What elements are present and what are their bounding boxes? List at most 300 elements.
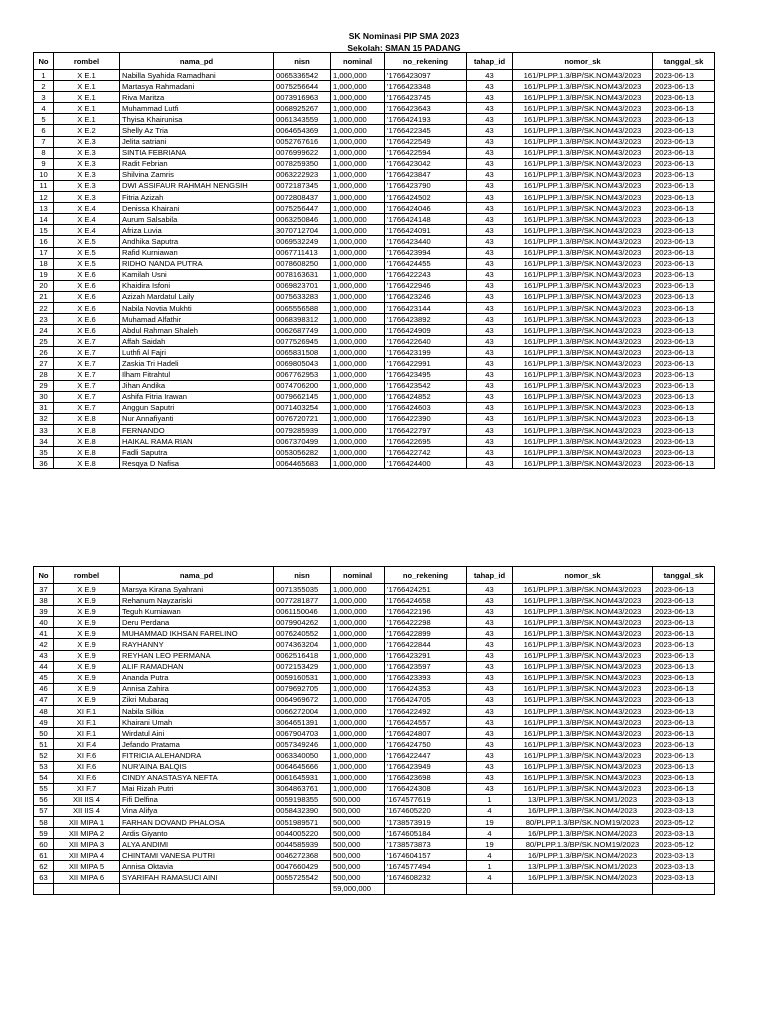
cell-nisn: 0061343559: [274, 114, 331, 125]
cell-no: 49: [34, 717, 54, 728]
cell-tahap-id: 43: [467, 783, 513, 794]
cell-nomor-sk: 161/PLPP.1.3/BP/SK.NOM43/2023: [513, 180, 653, 191]
nomination-table-page-1: [33, 52, 715, 469]
table-row: [34, 617, 715, 628]
cell-nominal: 1,000,000: [331, 595, 385, 606]
total-empty-cell: [513, 883, 653, 894]
cell-no: 56: [34, 794, 54, 805]
cell-no: 57: [34, 805, 54, 816]
table-row: [34, 192, 715, 203]
cell-nama-pd: Ananda Putra: [120, 672, 274, 683]
cell-rombel: X E.4: [54, 203, 120, 214]
cell-tahap-id: 19: [467, 839, 513, 850]
cell-nomor-sk: 161/PLPP.1.3/BP/SK.NOM43/2023: [513, 81, 653, 92]
cell-nomor-sk: 161/PLPP.1.3/BP/SK.NOM43/2023: [513, 436, 653, 447]
cell-tanggal-sk: 2023-06-13: [653, 380, 715, 391]
cell-no: 6: [34, 125, 54, 136]
cell-nisn: 0062687749: [274, 325, 331, 336]
cell-tanggal-sk: 2023-06-13: [653, 683, 715, 694]
cell-nomor-sk: 161/PLPP.1.3/BP/SK.NOM43/2023: [513, 136, 653, 147]
cell-nama-pd: Riva Maritza: [120, 92, 274, 103]
cell-nomor-sk: 161/PLPP.1.3/BP/SK.NOM43/2023: [513, 258, 653, 269]
cell-no: 17: [34, 247, 54, 258]
cell-no-rekening: '1766422742: [385, 447, 467, 458]
cell-no-rekening: '1766422797: [385, 425, 467, 436]
cell-no-rekening: '1674577494: [385, 861, 467, 872]
cell-tahap-id: 43: [467, 225, 513, 236]
cell-nama-pd: CHINTAMI VANESA PUTRI: [120, 850, 274, 861]
cell-no-rekening: '1766422492: [385, 706, 467, 717]
cell-nisn: 0068925267: [274, 103, 331, 114]
cell-nominal: 1,000,000: [331, 717, 385, 728]
cell-rombel: XI F.4: [54, 739, 120, 750]
cell-nisn: 0063340050: [274, 750, 331, 761]
cell-nama-pd: Annisa Zahira: [120, 683, 274, 694]
cell-nisn: 0078608250: [274, 258, 331, 269]
table-row: [34, 169, 715, 180]
cell-no-rekening: '1766423949: [385, 761, 467, 772]
cell-no-rekening: '1766422946: [385, 280, 467, 291]
cell-tahap-id: 43: [467, 584, 513, 595]
cell-nominal: 1,000,000: [331, 650, 385, 661]
cell-rombel: XII MIPA 3: [54, 839, 120, 850]
cell-no-rekening: '1766424251: [385, 584, 467, 595]
cell-no: 19: [34, 269, 54, 280]
cell-tanggal-sk: 2023-06-13: [653, 584, 715, 595]
cell-tanggal-sk: 2023-06-13: [653, 92, 715, 103]
cell-nomor-sk: 16/PLPP.1.3/BP/SK.NOM4/2023: [513, 805, 653, 816]
cell-tanggal-sk: 2023-06-13: [653, 247, 715, 258]
cell-no-rekening: '1766423847: [385, 169, 467, 180]
cell-rombel: X E.2: [54, 125, 120, 136]
cell-tahap-id: 4: [467, 805, 513, 816]
cell-nominal: 1,000,000: [331, 413, 385, 424]
cell-nama-pd: Muhammad Lutfi: [120, 103, 274, 114]
cell-nisn: 0075633283: [274, 291, 331, 302]
column-header-no: No: [34, 567, 54, 584]
cell-rombel: X E.8: [54, 458, 120, 469]
cell-tanggal-sk: 2023-03-13: [653, 872, 715, 883]
cell-no: 30: [34, 391, 54, 402]
cell-nisn: 0057349246: [274, 739, 331, 750]
cell-nominal: 1,000,000: [331, 214, 385, 225]
cell-rombel: X E.7: [54, 402, 120, 413]
cell-rombel: X E.9: [54, 617, 120, 628]
column-header-nisn: nisn: [274, 567, 331, 584]
table-header-row: [34, 567, 715, 584]
cell-tanggal-sk: 2023-06-13: [653, 314, 715, 325]
cell-rombel: X E.4: [54, 225, 120, 236]
cell-nomor-sk: 161/PLPP.1.3/BP/SK.NOM43/2023: [513, 584, 653, 595]
cell-no-rekening: '1766424909: [385, 325, 467, 336]
column-header-tahap-id: tahap_id: [467, 53, 513, 70]
cell-nomor-sk: 161/PLPP.1.3/BP/SK.NOM43/2023: [513, 92, 653, 103]
cell-tahap-id: 43: [467, 136, 513, 147]
cell-no: 55: [34, 783, 54, 794]
cell-nominal: 500,000: [331, 861, 385, 872]
cell-tanggal-sk: 2023-06-13: [653, 750, 715, 761]
cell-no: 59: [34, 828, 54, 839]
table-row: [34, 158, 715, 169]
column-header-nominal: nominal: [331, 567, 385, 584]
cell-nominal: 1,000,000: [331, 291, 385, 302]
cell-nominal: 1,000,000: [331, 761, 385, 772]
table-row: [34, 380, 715, 391]
cell-nama-pd: Khaidira Isfoni: [120, 280, 274, 291]
cell-tahap-id: 43: [467, 672, 513, 683]
cell-tanggal-sk: 2023-05-12: [653, 839, 715, 850]
cell-rombel: XI F.6: [54, 772, 120, 783]
cell-no: 13: [34, 203, 54, 214]
cell-nama-pd: Fitria Azizah: [120, 192, 274, 203]
table-row: [34, 402, 715, 413]
cell-tanggal-sk: 2023-06-13: [653, 628, 715, 639]
cell-nisn: 3064863761: [274, 783, 331, 794]
cell-no: 43: [34, 650, 54, 661]
cell-tanggal-sk: 2023-06-13: [653, 169, 715, 180]
cell-nisn: 0065556588: [274, 302, 331, 313]
cell-nama-pd: NUR'AINA BALQIS: [120, 761, 274, 772]
cell-no: 26: [34, 347, 54, 358]
cell-tahap-id: 43: [467, 358, 513, 369]
cell-nisn: 0077281877: [274, 595, 331, 606]
cell-rombel: X E.8: [54, 425, 120, 436]
cell-nisn: 0046272368: [274, 850, 331, 861]
cell-tahap-id: 43: [467, 247, 513, 258]
cell-nominal: 1,000,000: [331, 425, 385, 436]
cell-nisn: 0073916963: [274, 92, 331, 103]
table-row: [34, 214, 715, 225]
cell-rombel: X E.7: [54, 358, 120, 369]
cell-tahap-id: 43: [467, 617, 513, 628]
table-row: [34, 761, 715, 772]
cell-nomor-sk: 161/PLPP.1.3/BP/SK.NOM43/2023: [513, 325, 653, 336]
total-nominal: 59,000,000: [331, 883, 385, 894]
cell-tahap-id: 43: [467, 258, 513, 269]
cell-nisn: 0064645666: [274, 761, 331, 772]
cell-tanggal-sk: 2023-06-13: [653, 425, 715, 436]
cell-tahap-id: 43: [467, 158, 513, 169]
cell-nama-pd: CINDY ANASTASYA NEFTA: [120, 772, 274, 783]
cell-rombel: X E.1: [54, 92, 120, 103]
cell-no: 40: [34, 617, 54, 628]
cell-nominal: 1,000,000: [331, 92, 385, 103]
cell-nomor-sk: 161/PLPP.1.3/BP/SK.NOM43/2023: [513, 706, 653, 717]
cell-nominal: 1,000,000: [331, 269, 385, 280]
cell-nomor-sk: 161/PLPP.1.3/BP/SK.NOM43/2023: [513, 783, 653, 794]
cell-nama-pd: Denissa Khairani: [120, 203, 274, 214]
cell-nama-pd: SYARIFAH RAMASUCI AINI: [120, 872, 274, 883]
cell-tanggal-sk: 2023-06-13: [653, 458, 715, 469]
table-row: [34, 750, 715, 761]
table-row: [34, 302, 715, 313]
cell-rombel: X E.6: [54, 291, 120, 302]
cell-nominal: 1,000,000: [331, 639, 385, 650]
cell-nomor-sk: 161/PLPP.1.3/BP/SK.NOM43/2023: [513, 761, 653, 772]
cell-rombel: X E.5: [54, 236, 120, 247]
cell-no-rekening: '1766423495: [385, 369, 467, 380]
column-header-nama-pd: nama_pd: [120, 567, 274, 584]
cell-tanggal-sk: 2023-06-13: [653, 236, 715, 247]
table-row: [34, 347, 715, 358]
cell-tanggal-sk: 2023-06-13: [653, 103, 715, 114]
table-row: [34, 672, 715, 683]
table-row: [34, 180, 715, 191]
cell-no: 46: [34, 683, 54, 694]
cell-rombel: X E.6: [54, 325, 120, 336]
cell-nisn: 0065831508: [274, 347, 331, 358]
column-header-tanggal-sk: tanggal_sk: [653, 567, 715, 584]
cell-nomor-sk: 161/PLPP.1.3/BP/SK.NOM43/2023: [513, 413, 653, 424]
cell-nisn: 0079662145: [274, 391, 331, 402]
cell-nominal: 1,000,000: [331, 347, 385, 358]
cell-no-rekening: '1766422640: [385, 336, 467, 347]
cell-nominal: 1,000,000: [331, 302, 385, 313]
cell-nisn: 0044005220: [274, 828, 331, 839]
cell-tanggal-sk: 2023-06-13: [653, 192, 715, 203]
table-row: [34, 447, 715, 458]
table-row: [34, 628, 715, 639]
cell-tahap-id: 4: [467, 828, 513, 839]
cell-nominal: 500,000: [331, 794, 385, 805]
cell-nama-pd: Thyisa Khairunisa: [120, 114, 274, 125]
cell-rombel: X E.6: [54, 280, 120, 291]
cell-nama-pd: Nabila Novtia Mukhti: [120, 302, 274, 313]
cell-no-rekening: '1766423144: [385, 302, 467, 313]
cell-nomor-sk: 13/PLPP.1.3/BP/SK.NOM1/2023: [513, 794, 653, 805]
cell-tanggal-sk: 2023-06-13: [653, 391, 715, 402]
cell-rombel: X E.7: [54, 369, 120, 380]
cell-nomor-sk: 161/PLPP.1.3/BP/SK.NOM43/2023: [513, 158, 653, 169]
cell-rombel: X E.6: [54, 269, 120, 280]
cell-tanggal-sk: 2023-06-13: [653, 358, 715, 369]
cell-no-rekening: '1674605184: [385, 828, 467, 839]
cell-nisn: 0051989571: [274, 816, 331, 827]
total-empty-cell: [385, 883, 467, 894]
total-empty-cell: [120, 883, 274, 894]
cell-nisn: 0077526945: [274, 336, 331, 347]
cell-no-rekening: '1766423348: [385, 81, 467, 92]
cell-tanggal-sk: 2023-06-13: [653, 606, 715, 617]
table-row: [34, 606, 715, 617]
cell-nomor-sk: 161/PLPP.1.3/BP/SK.NOM43/2023: [513, 214, 653, 225]
cell-tanggal-sk: 2023-03-13: [653, 805, 715, 816]
cell-no: 7: [34, 136, 54, 147]
column-header-tanggal-sk: tanggal_sk: [653, 53, 715, 70]
cell-nomor-sk: 161/PLPP.1.3/BP/SK.NOM43/2023: [513, 347, 653, 358]
cell-nisn: 0079285939: [274, 425, 331, 436]
cell-nominal: 1,000,000: [331, 192, 385, 203]
cell-rombel: X E.9: [54, 639, 120, 650]
cell-nominal: 1,000,000: [331, 584, 385, 595]
cell-rombel: X E.5: [54, 247, 120, 258]
cell-tahap-id: 43: [467, 81, 513, 92]
cell-no-rekening: '1766422447: [385, 750, 467, 761]
cell-no-rekening: '1766424502: [385, 192, 467, 203]
column-header-tahap-id: tahap_id: [467, 567, 513, 584]
cell-nisn: 0047660429: [274, 861, 331, 872]
cell-tanggal-sk: 2023-06-13: [653, 447, 715, 458]
cell-rombel: X E.9: [54, 650, 120, 661]
cell-no: 45: [34, 672, 54, 683]
cell-nominal: 1,000,000: [331, 750, 385, 761]
cell-nisn: 0075256644: [274, 81, 331, 92]
cell-tahap-id: 4: [467, 850, 513, 861]
cell-no-rekening: '1674577619: [385, 794, 467, 805]
column-header-nominal: nominal: [331, 53, 385, 70]
cell-nama-pd: MUHAMMAD IKHSAN FARELINO: [120, 628, 274, 639]
cell-no: 2: [34, 81, 54, 92]
cell-tahap-id: 43: [467, 639, 513, 650]
column-header-no: No: [34, 53, 54, 70]
document-title: SK Nominasi PIP SMA 2023: [348, 31, 460, 41]
cell-tahap-id: 43: [467, 203, 513, 214]
cell-no: 18: [34, 258, 54, 269]
cell-tanggal-sk: 2023-06-13: [653, 706, 715, 717]
cell-no: 27: [34, 358, 54, 369]
cell-nisn: 0076240552: [274, 628, 331, 639]
cell-no: 29: [34, 380, 54, 391]
cell-nama-pd: Rafid Kurniawan: [120, 247, 274, 258]
cell-nama-pd: ALYA ANDIMI: [120, 839, 274, 850]
cell-tahap-id: 43: [467, 694, 513, 705]
table-row: [34, 458, 715, 469]
column-header-nomor-sk: nomor_sk: [513, 567, 653, 584]
column-header-no-rekening: no_rekening: [385, 53, 467, 70]
cell-no: 63: [34, 872, 54, 883]
cell-no: 53: [34, 761, 54, 772]
cell-nama-pd: Annisa Oktavia: [120, 861, 274, 872]
cell-nominal: 1,000,000: [331, 661, 385, 672]
cell-rombel: X E.9: [54, 584, 120, 595]
cell-no-rekening: '1766422695: [385, 436, 467, 447]
cell-nomor-sk: 161/PLPP.1.3/BP/SK.NOM43/2023: [513, 606, 653, 617]
cell-tanggal-sk: 2023-06-13: [653, 783, 715, 794]
table-row: [34, 369, 715, 380]
cell-nominal: 1,000,000: [331, 225, 385, 236]
cell-nisn: 0064465683: [274, 458, 331, 469]
cell-tahap-id: 43: [467, 302, 513, 313]
cell-nomor-sk: 161/PLPP.1.3/BP/SK.NOM43/2023: [513, 750, 653, 761]
cell-nomor-sk: 161/PLPP.1.3/BP/SK.NOM43/2023: [513, 595, 653, 606]
cell-no-rekening: '1766422243: [385, 269, 467, 280]
cell-no: 50: [34, 728, 54, 739]
cell-nisn: 0064654369: [274, 125, 331, 136]
cell-nominal: 1,000,000: [331, 683, 385, 694]
cell-rombel: X E.3: [54, 147, 120, 158]
cell-rombel: X E.1: [54, 103, 120, 114]
cell-tahap-id: 43: [467, 447, 513, 458]
cell-tahap-id: 43: [467, 169, 513, 180]
cell-no-rekening: '1766423790: [385, 180, 467, 191]
cell-tahap-id: 43: [467, 269, 513, 280]
cell-tanggal-sk: 2023-06-13: [653, 413, 715, 424]
cell-nama-pd: FARHAN DOVAND PHALOSA: [120, 816, 274, 827]
cell-no-rekening: '1766423994: [385, 247, 467, 258]
cell-tanggal-sk: 2023-06-13: [653, 436, 715, 447]
cell-tanggal-sk: 2023-06-13: [653, 180, 715, 191]
cell-tanggal-sk: 2023-06-13: [653, 125, 715, 136]
cell-nominal: 500,000: [331, 850, 385, 861]
table-row: [34, 425, 715, 436]
cell-nisn: 0076999622: [274, 147, 331, 158]
cell-nomor-sk: 161/PLPP.1.3/BP/SK.NOM43/2023: [513, 125, 653, 136]
cell-nomor-sk: 161/PLPP.1.3/BP/SK.NOM43/2023: [513, 694, 653, 705]
cell-rombel: X E.6: [54, 302, 120, 313]
table-row: [34, 706, 715, 717]
cell-nomor-sk: 161/PLPP.1.3/BP/SK.NOM43/2023: [513, 358, 653, 369]
cell-nisn: 0062516418: [274, 650, 331, 661]
cell-no-rekening: '1766423892: [385, 314, 467, 325]
cell-nominal: 1,000,000: [331, 447, 385, 458]
cell-nominal: 1,000,000: [331, 147, 385, 158]
cell-no: 39: [34, 606, 54, 617]
cell-nama-pd: Mai Rizah Putri: [120, 783, 274, 794]
cell-tahap-id: 43: [467, 750, 513, 761]
cell-nisn: 0078163631: [274, 269, 331, 280]
cell-nama-pd: Zaskia Tri Hadeli: [120, 358, 274, 369]
cell-nominal: 1,000,000: [331, 169, 385, 180]
cell-tahap-id: 43: [467, 236, 513, 247]
cell-nomor-sk: 161/PLPP.1.3/BP/SK.NOM43/2023: [513, 147, 653, 158]
cell-tanggal-sk: 2023-06-13: [653, 336, 715, 347]
cell-no: 24: [34, 325, 54, 336]
cell-no-rekening: '1766423698: [385, 772, 467, 783]
cell-nominal: 500,000: [331, 805, 385, 816]
cell-nisn: 0071403254: [274, 402, 331, 413]
column-header-nisn: nisn: [274, 53, 331, 70]
cell-nisn: 0061645931: [274, 772, 331, 783]
cell-no: 11: [34, 180, 54, 191]
cell-rombel: X E.6: [54, 314, 120, 325]
cell-nisn: 0067711413: [274, 247, 331, 258]
cell-tahap-id: 43: [467, 347, 513, 358]
cell-nama-pd: Afriza Luvia: [120, 225, 274, 236]
cell-nama-pd: Fadli Saputra: [120, 447, 274, 458]
cell-rombel: X E.9: [54, 683, 120, 694]
cell-tanggal-sk: 2023-06-13: [653, 728, 715, 739]
cell-no: 31: [34, 402, 54, 413]
cell-no-rekening: '1766422196: [385, 606, 467, 617]
cell-nomor-sk: 161/PLPP.1.3/BP/SK.NOM43/2023: [513, 402, 653, 413]
cell-nomor-sk: 161/PLPP.1.3/BP/SK.NOM43/2023: [513, 369, 653, 380]
cell-no: 9: [34, 158, 54, 169]
cell-nominal: 1,000,000: [331, 125, 385, 136]
cell-nominal: 1,000,000: [331, 606, 385, 617]
cell-nominal: 1,000,000: [331, 436, 385, 447]
cell-nisn: 0065336542: [274, 70, 331, 81]
cell-no-rekening: '1766422899: [385, 628, 467, 639]
cell-tahap-id: 43: [467, 92, 513, 103]
table-row: [34, 114, 715, 125]
cell-rombel: X E.1: [54, 70, 120, 81]
cell-no-rekening: '1766423291: [385, 650, 467, 661]
cell-no-rekening: '1766424308: [385, 783, 467, 794]
total-row: [34, 883, 715, 894]
cell-no-rekening: '1766424557: [385, 717, 467, 728]
cell-tahap-id: 43: [467, 772, 513, 783]
cell-tanggal-sk: 2023-06-13: [653, 214, 715, 225]
cell-nominal: 500,000: [331, 828, 385, 839]
cell-no: 16: [34, 236, 54, 247]
cell-rombel: XII IIS 4: [54, 794, 120, 805]
cell-nama-pd: Ardis Giyanto: [120, 828, 274, 839]
cell-tahap-id: 43: [467, 70, 513, 81]
cell-nomor-sk: 16/PLPP.1.3/BP/SK.NOM4/2023: [513, 850, 653, 861]
cell-no: 44: [34, 661, 54, 672]
cell-no: 33: [34, 425, 54, 436]
cell-no-rekening: '1766424353: [385, 683, 467, 694]
